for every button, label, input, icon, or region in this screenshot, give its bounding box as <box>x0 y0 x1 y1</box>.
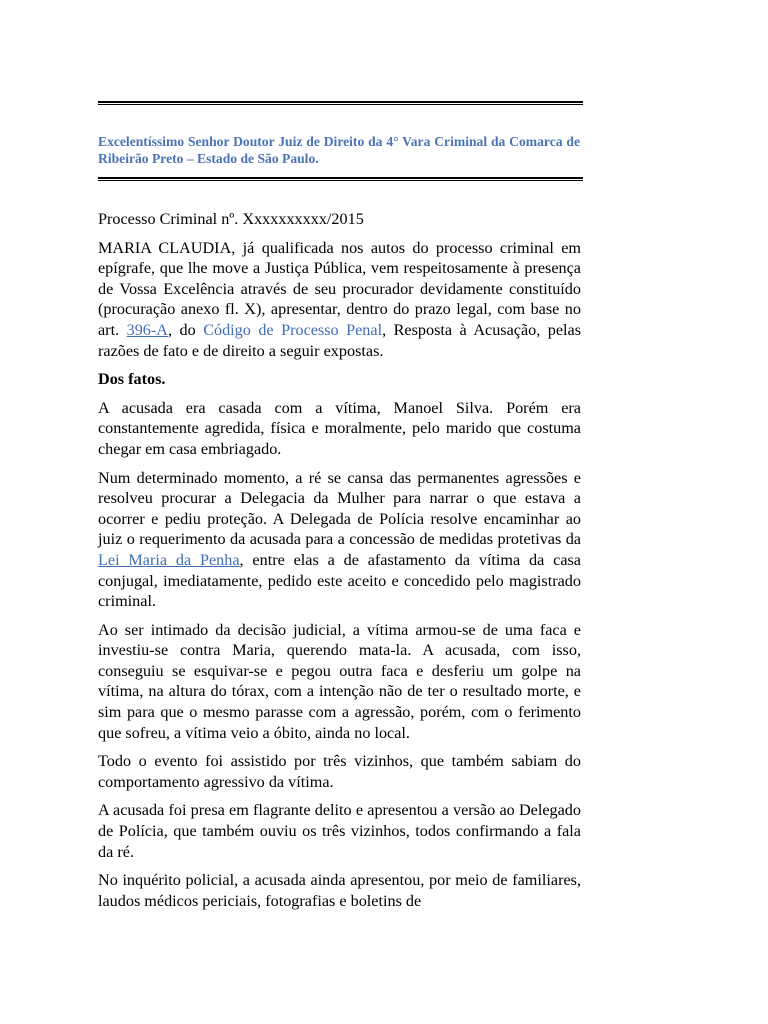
document-heading: Excelentíssimo Senhor Doutor Juiz de Direito da 4° Vara Criminal da Comarca de Ribeirão Preto – Estado de São Paulo. <box>98 134 580 166</box>
bottom-double-rule <box>98 177 583 181</box>
intro-text-after: , Resposta à Acusação, pelas razões de fato e de direito a seguir expostas. <box>98 320 582 360</box>
document-body <box>98 209 581 919</box>
facts-paragraph-5: A acusada foi presa em flagrante delito e apresentou a versão ao Delegado de Polícia, que também ouviu os três vizinhos, todos confirmando a fala da ré. <box>98 801 581 861</box>
p2-text-before: Num determinado momento, a ré se cansa das permanentes agressões e resolveu procurar a Delegacia da Mulher para narrar o que estava a ocorrer e pediu proteção. A Delegada de Polícia resolve encaminhar ao juiz o requerimento da acusada para a concessão de medidas protetivas da <box>98 468 581 549</box>
p2-text-after: , entre elas a de afastamento da vítima da casa conjugal, imediatamente, pedido este aceito e concedido pelo magistrado criminal. <box>98 550 581 611</box>
facts-paragraph-3: Ao ser intimado da decisão judicial, a vítima armou-se de uma faca e investiu-se contra Maria, querendo mata-la. A acusada, com isso, conseguiu se esquivar-se e pegou outra faca e desferiu um golpe na vítima, na altura do tórax, com a intenção não de ter o resultado morte, e sim para que o mesmo parasse com a agressão, porém, com o ferimento que sofreu, a vítima veio a óbito, ainda no local. <box>98 620 581 742</box>
facts-paragraph-2 <box>98 468 581 612</box>
intro-paragraph <box>98 238 581 362</box>
codigo-processo-penal-link[interactable]: Código de Processo Penal <box>203 320 383 339</box>
section-title: Dos fatos. <box>98 370 166 389</box>
intro-text-middle: , do <box>167 320 204 339</box>
facts-paragraph-1: A acusada era casada com a vítima, Manoel Silva. Porém era constantemente agredida, física e moralmente, pelo marido que costuma chegar em casa embriagado. <box>98 398 581 458</box>
intro-text-before: MARIA CLAUDIA, já qualificada nos autos do processo criminal em epígrafe, que lhe move a Justiça Pública, vem respeitosamente à presença de Vossa Excelência através de seu procurador devidamente constituído (procuração anexo fl. X), apresentar, dentro do prazo legal, com base no art. <box>98 238 581 339</box>
case-number-line: Processo Criminal nº. Xxxxxxxxxx/2015 <box>98 210 364 228</box>
article-396a-link[interactable]: 396-A <box>126 320 168 339</box>
top-double-rule <box>98 101 583 105</box>
facts-paragraph-6: No inquérito policial, a acusada ainda apresentou, por meio de familiares, laudos médicos periciais, fotografias e boletins de <box>98 871 581 910</box>
facts-paragraph-4: Todo o evento foi assistido por três vizinhos, que também sabiam do comportamento agressivo da vítima. <box>98 752 581 791</box>
lei-maria-da-penha-link[interactable]: Lei Maria da Penha <box>98 550 240 569</box>
